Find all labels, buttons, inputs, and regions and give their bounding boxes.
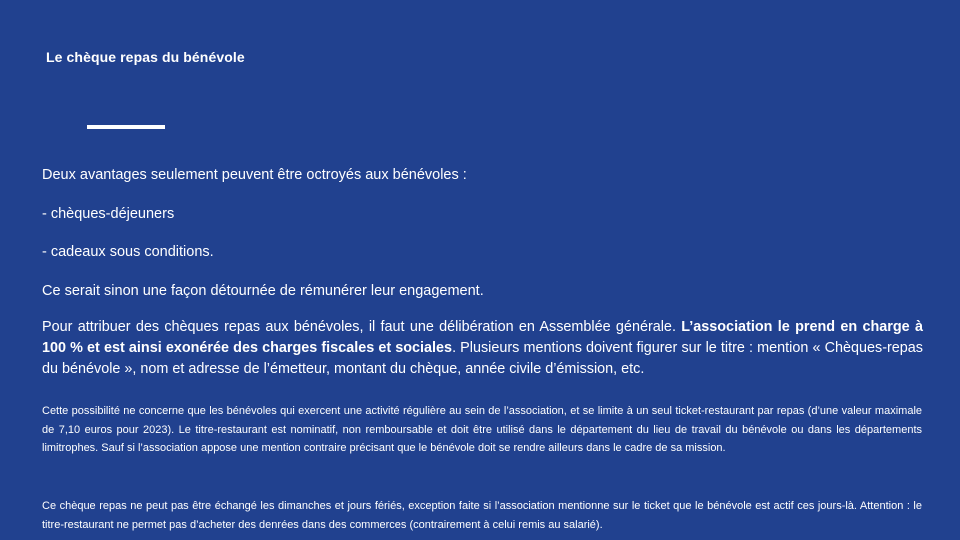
list-item-cadeaux: - cadeaux sous conditions.: [42, 244, 214, 260]
main-paragraph-part2: . Plusieurs mentions doivent figurer sur le titre : mention « Chèques-repas du bénévole », nom et adresse de l’émetteur, montant du chèque, année civile d’émission, etc.: [42, 340, 923, 377]
main-paragraph: [42, 317, 923, 380]
slide-title: Le chèque repas du bénévole: [46, 49, 245, 65]
intro-text: Deux avantages seulement peuvent être octroyés aux bénévoles :: [42, 167, 467, 183]
detail-paragraph-restrictions: Ce chèque repas ne peut pas être échangé les dimanches et jours fériés, exception faite si l’association mentionne sur le ticket que le bénévole est actif ces jours-là. Attention : le titre-restaurant ne permet pas d’acheter des denrées dans des commerces (contrairement à celui remis au salarié).: [42, 500, 922, 531]
detail-paragraph-conditions: Cette possibilité ne concerne que les bénévoles qui exercent une activité régulière au sein de l’association, et se limite à un seul ticket-restaurant par repas (d’une valeur maximale de 7,10 euros pour 2023). Le titre-restaurant est nominatif, non remboursable et doit être utilisé dans le département du lieu de travail du bénévole ou dans les départements limitrophes. Sauf si l’association appose une mention contraire précisant que le bénévole doit se rendre ailleurs dans le cadre de sa mission.: [42, 405, 922, 454]
title-accent-bar: [87, 125, 165, 129]
main-paragraph-bold: L’association le prend en charge à 100 % et est ainsi exonérée des charges fiscales et sociales: [42, 319, 923, 356]
main-paragraph-part1: Pour attribuer des chèques repas aux bénévoles, il faut une délibération en Assemblée générale.: [42, 319, 682, 335]
note-text: Ce serait sinon une façon détournée de rémunérer leur engagement.: [42, 283, 484, 299]
list-item-cheques: - chèques-déjeuners: [42, 206, 175, 222]
